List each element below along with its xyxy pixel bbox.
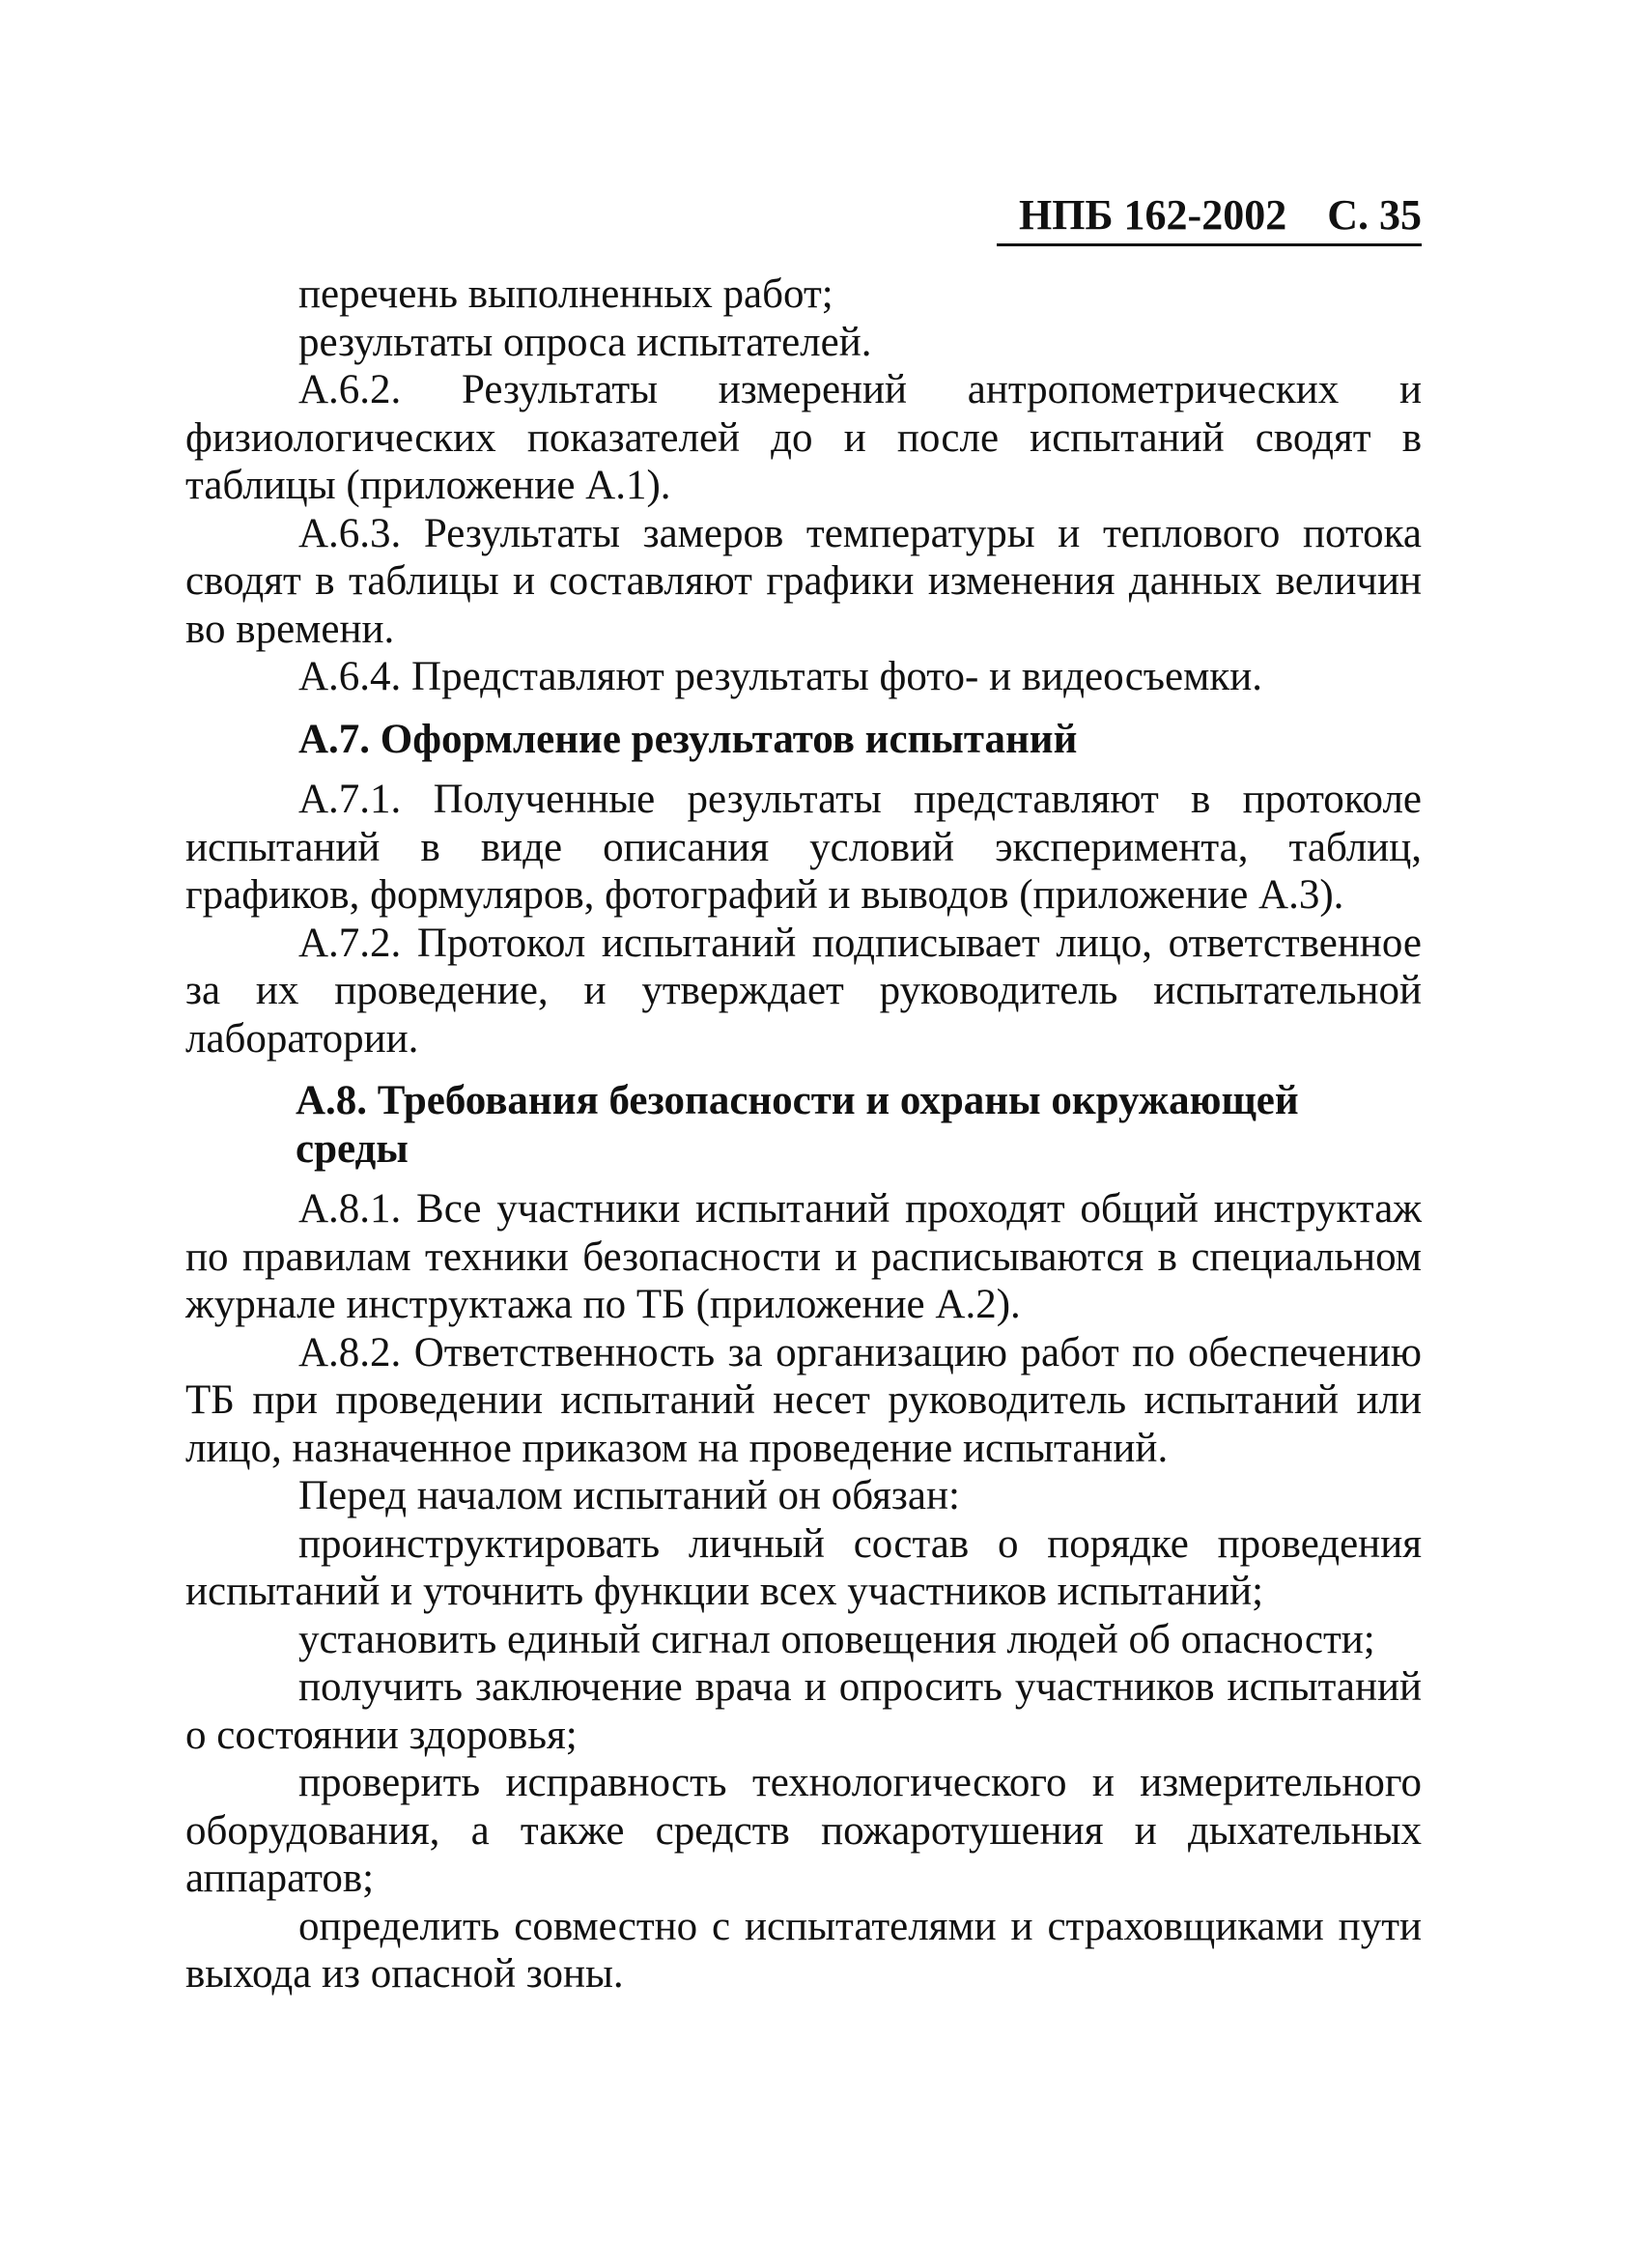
- section-heading-a8: А.8. Требования безопасности и охраны окружающей среды: [296, 1078, 1299, 1172]
- paragraph-a-6-2: А.6.2. Результаты измерений антропометрических и физиологических показателей до и после испытаний сводят в таблицы (приложение А.1).: [185, 367, 1422, 508]
- doc-code: НПБ 162-2002: [1019, 191, 1287, 239]
- paragraph-list-item: перечень выполненных работ;: [298, 271, 833, 317]
- paragraph-a-6-4: А.6.4. Представляют результаты фото- и видеосъемки.: [298, 654, 1262, 699]
- paragraph-list-item: результаты опроса испытателей.: [298, 319, 872, 365]
- paragraph-a-7-1: А.7.1. Полученные результаты представляют в протоколе испытаний в виде описания условий эксперимента, таблиц, графиков, формуляров, фотографий и выводов (приложение А.3).: [185, 777, 1422, 918]
- paragraph-duty-item: установить единый сигнал оповещения людей об опасности;: [298, 1616, 1375, 1662]
- paragraph-a-8-2: А.8.2. Ответственность за организацию работ по обеспечению ТБ при проведении испытаний несет руководитель испытаний или лицо, назначенное приказом на проведение испытаний.: [185, 1329, 1422, 1471]
- paragraph-duty-item: проинструктировать личный состав о порядке проведения испытаний и уточнить функции всех участников испытаний;: [185, 1520, 1422, 1614]
- page-number: С. 35: [1327, 191, 1422, 239]
- paragraph-a-6-3: А.6.3. Результаты замеров температуры и теплового потока сводят в таблицы и составляют графики изменения данных величин во времени.: [185, 510, 1422, 652]
- document-body: [185, 270, 1422, 1999]
- page-header: [997, 189, 1422, 246]
- section-heading-a7: А.7. Оформление результатов испытаний: [298, 716, 1078, 762]
- paragraph-a-8-1: А.8.1. Все участники испытаний проходят общий инструктаж по правилам техники безопасности и расписываются в специальном журнале инструктажа по ТБ (приложение А.2).: [185, 1186, 1422, 1327]
- paragraph-duty-item: проверить исправность технологического и измерительного оборудования, а также средств пожаротушения и дыхательных аппаратов;: [185, 1760, 1422, 1901]
- paragraph-a-7-2: А.7.2. Протокол испытаний подписывает лицо, ответственное за их проведение, и утверждает руководитель испытательной лаборатории.: [185, 920, 1422, 1062]
- paragraph-duty-item: получить заключение врача и опросить участников испытаний о состоянии здоровья;: [185, 1664, 1422, 1758]
- paragraph-duty-item: определить совместно с испытателями и страховщиками пути выхода из опасной зоны.: [185, 1903, 1422, 1997]
- paragraph-duties-intro: Перед началом испытаний он обязан:: [298, 1473, 960, 1518]
